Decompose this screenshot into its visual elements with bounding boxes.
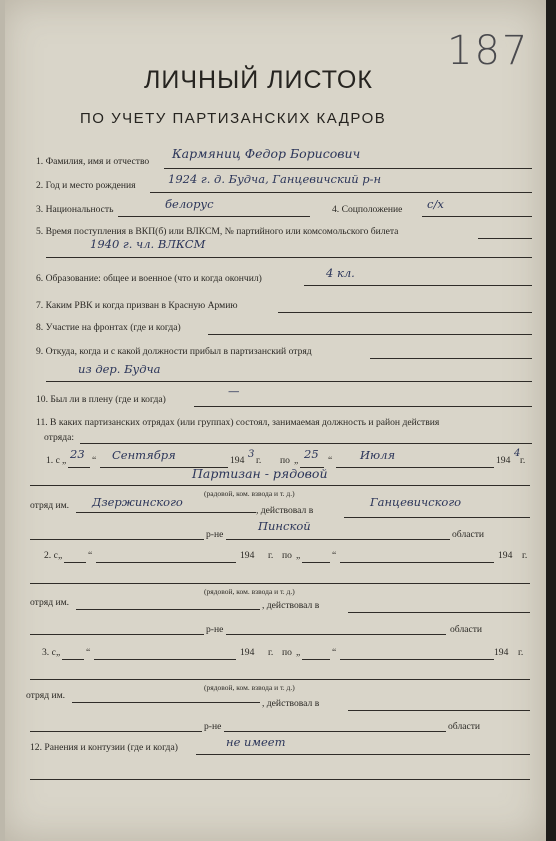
entry3-rne: р-не — [204, 721, 222, 732]
label-wounds: 12. Ранения и контузии (где и когда) — [30, 742, 178, 753]
entry2-month-to-line — [340, 562, 494, 563]
entry1-month-from: Сентября — [112, 448, 176, 462]
entry2-region-line — [226, 634, 446, 635]
entry1-g-to: г. — [520, 455, 526, 466]
entry1-position-line — [30, 485, 530, 486]
entry2-position-hint: (рядовой, ком. взвода и т. д.) — [204, 587, 295, 596]
entry2-quote-close: “ — [88, 550, 93, 561]
entry1-region-line — [226, 539, 450, 540]
entry1-quote-open-2: „ — [294, 455, 299, 466]
entry3-position-line — [30, 679, 530, 680]
label-arrival: 9. Откуда, когда и с какой должности прибыл в партизанский отряд — [36, 346, 312, 357]
underline-party-b — [46, 257, 532, 258]
underline-education — [304, 285, 532, 286]
entry3-year-from-prefix: 194 — [240, 647, 255, 658]
entry3-po: по — [282, 647, 292, 658]
underline-party-a — [478, 238, 532, 239]
value-full-name: Кармяниц Федор Борисович — [172, 146, 361, 161]
entry2-otryad-line — [76, 609, 260, 610]
entry1-number: 1. с — [46, 455, 60, 466]
entry1-region: Пинской — [258, 519, 311, 533]
entry3-day-from-line — [62, 659, 84, 660]
entry2-quote-close-2: “ — [332, 550, 337, 561]
document-title: ЛИЧНЫЙ ЛИСТОК — [144, 66, 373, 94]
label-social-status: 4. Соцположение — [332, 204, 403, 215]
entry2-rne: р-не — [206, 624, 224, 635]
entry1-position-hint: (радовой, ком. взвода и т. д.) — [204, 489, 295, 498]
entry2-number: 2. с — [44, 550, 58, 561]
entry1-month-to-line — [336, 467, 494, 468]
value-wounds: не имеет — [226, 735, 286, 749]
sheet-number: 187 — [447, 28, 530, 74]
entry1-day-to: 25 — [304, 447, 319, 461]
entry3-year-to-prefix: 194 — [494, 647, 509, 658]
entry3-deistvoval: , действовал в — [262, 698, 320, 709]
value-captivity: — — [228, 384, 240, 398]
value-nationality: белорус — [165, 197, 214, 211]
entry1-deistvoval: , действовал в — [256, 505, 314, 516]
document-subtitle: ПО УЧЕТУ ПАРТИЗАНСКИХ КАДРОВ — [80, 110, 387, 127]
entry2-position-line — [30, 583, 530, 584]
underline-full-name — [164, 168, 532, 169]
value-party: 1940 г. чл. ВЛКСМ — [90, 237, 206, 251]
entry3-day-to-line — [302, 659, 330, 660]
label-education: 6. Образование: общее и военное (что и когда окончил) — [36, 273, 262, 284]
value-arrival: из дер. Будча — [78, 362, 161, 376]
entry2-district-line — [348, 612, 530, 613]
label-detachments: 11. В каких партизанских отрядах (или группах) состоял, занимаемая должность и район действия — [36, 417, 440, 428]
entry2-g-to: г. — [522, 550, 528, 561]
entry2-po: по — [282, 550, 292, 561]
underline-arrival-a — [370, 358, 532, 359]
entry1-year-from-suffix: 3 — [248, 449, 255, 460]
entry3-quote-open-2: „ — [296, 647, 301, 658]
entry3-quote-close: “ — [86, 647, 91, 658]
entry2-day-from-line — [64, 562, 86, 563]
entry3-region-line — [224, 731, 446, 732]
entry1-day-from-line — [68, 467, 90, 468]
entry1-po: по — [280, 455, 290, 466]
value-social-status: с/х — [427, 197, 444, 211]
entry3-month-from-line — [94, 659, 236, 660]
underline-wounds — [196, 754, 530, 755]
underline-birth — [150, 192, 532, 193]
entry2-rne-line — [30, 634, 204, 635]
underline-social-status — [422, 216, 532, 217]
entry1-day-from: 23 — [70, 447, 85, 461]
label-detachments-cont: отряда: — [44, 432, 74, 443]
entry1-oblasti: области — [452, 529, 485, 540]
label-birth: 2. Год и место рождения — [36, 180, 136, 191]
entry2-month-from-line — [96, 562, 236, 563]
entry3-g-from: г. — [268, 647, 274, 658]
entry1-otryad-label: отряд им. — [30, 500, 70, 511]
entry3-g-to: г. — [518, 647, 524, 658]
entry2-year-to-prefix: 194 — [498, 550, 513, 561]
label-conscription: 7. Каким РВК и когда призван в Красную Армию — [36, 300, 238, 311]
underline-arrival-b — [46, 381, 532, 382]
entry2-oblasti: области — [450, 624, 483, 635]
entry1-month-to: Июля — [360, 448, 396, 462]
entry2-day-to-line — [302, 562, 330, 563]
underline-nationality — [118, 216, 310, 217]
underline-conscription — [278, 312, 532, 313]
entry3-otryad-line — [72, 702, 260, 703]
entry3-district-line — [348, 710, 530, 711]
entry1-g-from: г. — [256, 455, 262, 466]
entry1-otryad-line — [76, 512, 256, 513]
label-captivity: 10. Был ли в плену (где и когда) — [36, 394, 166, 405]
value-education: 4 кл. — [326, 266, 355, 280]
entry2-year-from-prefix: 194 — [240, 550, 255, 561]
entry3-quote-close-2: “ — [332, 647, 337, 658]
label-full-name: 1. Фамилия, имя и отчество — [36, 156, 150, 167]
entry1-year-to-prefix: 194 — [496, 455, 511, 466]
entry3-number: 3. с — [42, 647, 56, 658]
entry1-quote-close-2: “ — [328, 455, 333, 466]
label-fronts: 8. Участие на фронтах (где и когда) — [36, 322, 181, 333]
entry1-district-line — [344, 517, 530, 518]
entry2-quote-open: „ — [58, 550, 63, 561]
entry1-detachment: Дзержинского — [92, 495, 183, 509]
entry1-district: Ганцевичского — [370, 495, 462, 509]
entry2-otryad-label: отряд им. — [30, 597, 70, 608]
page-edge — [0, 0, 5, 841]
label-nationality: 3. Национальность — [36, 204, 114, 215]
entry1-quote-close: “ — [92, 455, 97, 466]
entry1-rne: р-не — [206, 529, 224, 540]
entry1-year-from-prefix: 194 — [230, 455, 245, 466]
entry2-g-from: г. — [268, 550, 274, 561]
value-birth: 1924 г. д. Будча, Ганцевичский р-н — [168, 172, 382, 186]
underline-fronts — [208, 334, 532, 335]
label-party: 5. Время поступления в ВКП(б) или ВЛКСМ, № партийного или комсомольского билета — [36, 226, 399, 237]
underline-detachments — [80, 443, 532, 444]
entry3-position-hint: (рядовой, ком. взвода и т. д.) — [204, 683, 295, 692]
entry3-otryad-label: отряд им. — [26, 690, 66, 701]
underline-captivity — [194, 406, 532, 407]
entry3-month-to-line — [340, 659, 494, 660]
entry2-quote-open-2: „ — [296, 550, 301, 561]
underline-wounds-2 — [30, 779, 530, 780]
entry1-position: Партизан - рядовой — [192, 466, 328, 481]
entry1-year-to-suffix: 4 — [514, 448, 521, 459]
entry1-rne-line — [30, 539, 204, 540]
entry2-deistvoval: , действовал в — [262, 600, 320, 611]
entry3-oblasti: области — [448, 721, 481, 732]
entry3-rne-line — [30, 731, 202, 732]
entry1-quote-open: „ — [62, 455, 67, 466]
entry3-quote-open: „ — [56, 647, 61, 658]
